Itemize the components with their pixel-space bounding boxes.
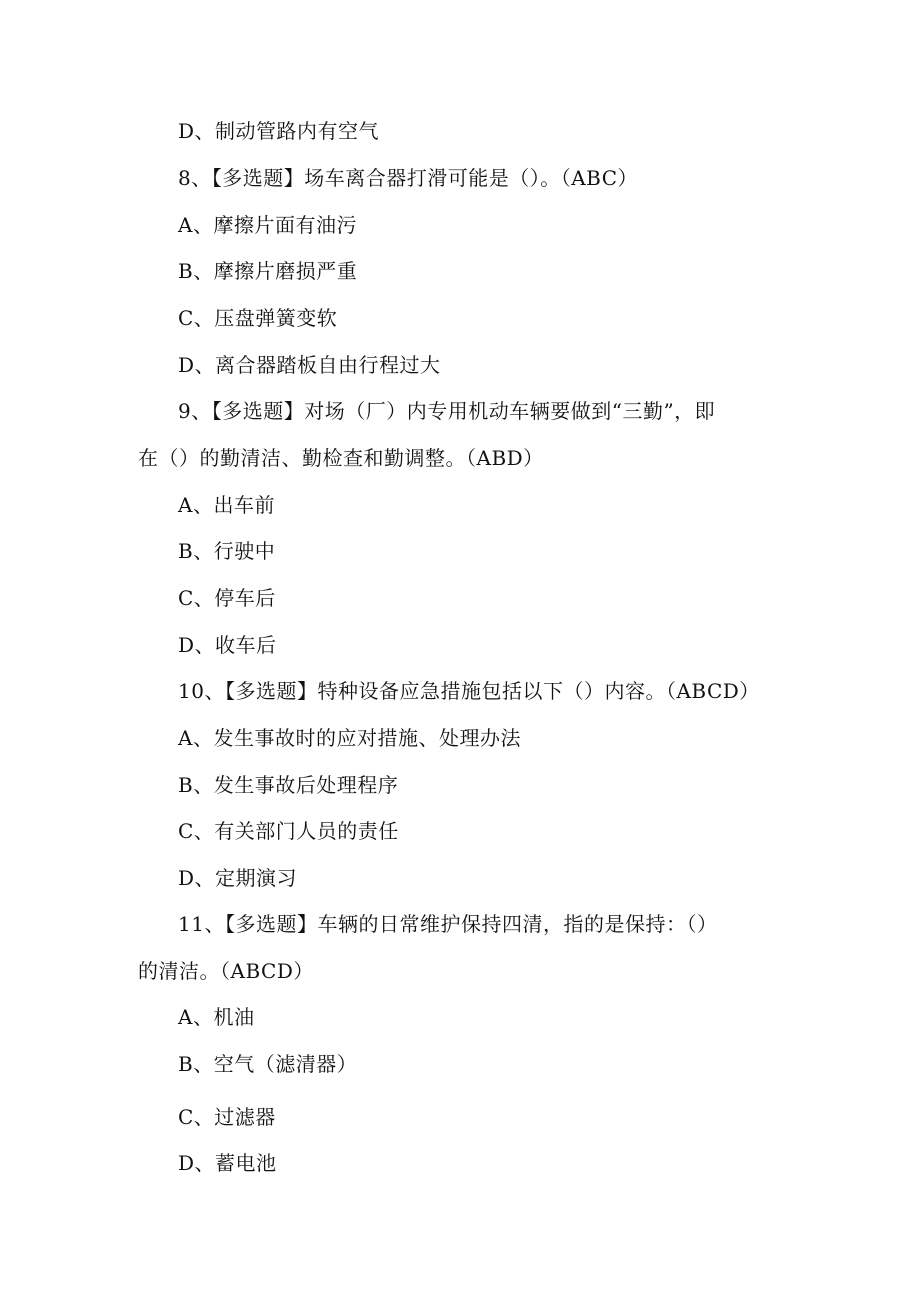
question-9-continuation: 在（）的勤清洁、勤检查和勤调整。（ABD） [138,446,544,470]
question-11-continuation: 的清洁。（ABCD） [138,959,314,983]
question-10-text: 10、【多选题】特种设备应急措施包括以下（）内容。（ABCD） [178,679,760,703]
option-text: A、机油 [178,1005,255,1029]
option-text: A、摩擦片面有油污 [178,213,357,237]
option-text: B、摩擦片磨损严重 [178,259,358,283]
question-11-text: 11、【多选题】车辆的日常维护保持四清，指的是保持：（） [178,912,718,936]
option-text: C、过滤器 [178,1105,276,1129]
option-text: C、停车后 [178,586,276,610]
option-text: D、定期演习 [178,866,298,890]
option-text: B、空气（滤清器） [178,1052,358,1076]
question-9-text: 9、【多选题】对场（厂）内专用机动车辆要做到“三勤”，即 [178,399,716,423]
option-text: D、离合器踏板自由行程过大 [178,353,441,377]
question-8-text: 8、【多选题】场车离合器打滑可能是（）。（ABC） [178,166,639,190]
option-text: D、蓄电池 [178,1151,277,1175]
option-text: D、制动管路内有空气 [178,119,380,143]
option-text: B、发生事故后处理程序 [178,773,399,797]
option-text: D、收车后 [178,633,277,657]
option-text: C、压盘弹簧变软 [178,306,338,330]
option-text: B、行驶中 [178,539,276,563]
option-text: A、发生事故时的应对措施、处理办法 [178,726,521,750]
option-text: A、出车前 [178,493,275,517]
option-text: C、有关部门人员的责任 [178,819,399,843]
